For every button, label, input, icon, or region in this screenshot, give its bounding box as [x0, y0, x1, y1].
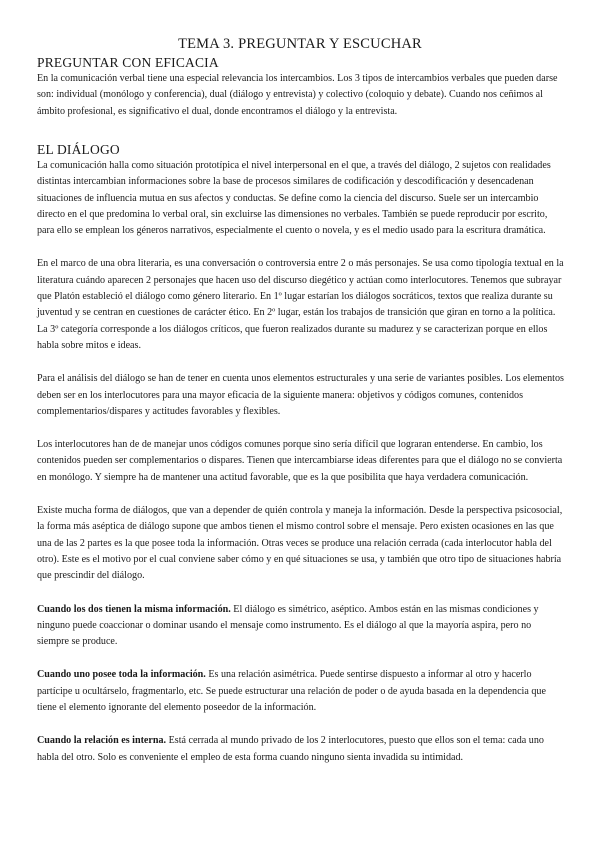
case-paragraph-relacion-interna: [37, 733, 565, 766]
section-heading-dialogo: EL DIÁLOGO: [37, 142, 120, 157]
paragraph-dialogo-2: En el marco de una obra literaria, es una conversación o controversia entre 2 o más personajes. Se usa como tipología textual en la literatura cuándo aparecen 2 personajes que hacen uso del discurso diegético y actúan como interlocutores. Tenemos que subrayar que Platón estableció el diálogo como género literario. En 1º lugar estarían los diálogos socráticos, textos que realiza durante su juventud y se centran en cuestiones de carácter ético. En 2º lugar, están los trabajos de transición que giran en torno a la política. La 3º categoría corresponde a los diálogos críticos, que fueron realizados durante su madurez y se caracterizan porque en ellos habla sobre mitos e ideas.: [37, 258, 564, 351]
case-text: El diálogo es simétrico, aséptico. Ambos están en las mismas condiciones y ninguno puede coaccionar o dominar usando el mensaje como instrumento. Es el diálogo al que la mayoría aspira, pero no siempre se produce.: [37, 603, 539, 648]
case-lead: Cuando uno posee toda la información.: [37, 669, 206, 681]
section-dialogo: [37, 142, 565, 766]
case-paragraph-uno-posee: [37, 667, 565, 716]
document-title: TEMA 3. PREGUNTAR Y ESCUCHAR: [178, 36, 422, 52]
case-paragraph-misma-informacion: [37, 602, 565, 651]
case-text: Está cerrada al mundo privado de los 2 interlocutores, puesto que ellos son el tema: cada uno habla del otro. Solo es conveniente el empleo de esta forma cuando ninguno sienta invadida su intimidad.: [37, 735, 544, 763]
paragraph-intercambios: En la comunicación verbal tiene una especial relevancia los intercambios. Los 3 tipos de intercambios verbales que pueden darse son: individual (monólogo y conferencia), dual (diálogo y entrevista) y colectivo (coloquio y debate). Cuando nos ceñimos al ámbito profesional, es significativo el dual, donde encontramos el diálogo y la entrevista.: [37, 73, 558, 117]
paragraph-dialogo-3: Para el análisis del diálogo se han de tener en cuenta unos elementos estructurales y una serie de variantes posibles. Los elementos deben ser en los interlocutores para una mayor eficacia de la siguiente manera: objetivos y códigos comunes, contenidos complementarios/dispares y actitudes favorables y flexibles.: [37, 373, 564, 417]
paragraph-dialogo-1: La comunicación halla como situación prototípica el nivel interpersonal en el que, a través del diálogo, 2 sujetos con realidades distintas intercambian informaciones sobre la base de procesos similares de codificación y descodificación y desencadenan situaciones de influencia mutua en sus afectos y conductas. Se define como la ciencia del discurso. Suele ser un intercambio directo en el que predomina lo verbal oral, sin excluirse las dimensiones no verbales. También se puede reproducir por escrito, para ello se emplean los géneros narrativos, especialmente el cuento o novela, y es el medio usado para la escritura dramática.: [37, 160, 551, 237]
paragraph-dialogo-5: Existe mucha forma de diálogos, que van a depender de quién controla y maneja la información. Desde la perspectiva psicosocial, la forma más aséptica de diálogo supone que ambos tienen el mismo control sobre el mensaje. Pero existen ocasiones en las que una de las 2 partes es la que posee toda la información. Otras veces se produce una relación cerrada (cada interlocutor habla del otro). Este es el motivo por el cual conviene saber cómo y en qué situaciones se usa, y también que otro tipo de situaciones habría que prescindir del diálogo.: [37, 505, 563, 582]
section-preguntar: [37, 55, 565, 120]
case-lead: Cuando la relación es interna.: [37, 735, 167, 747]
paragraph-dialogo-4: Los interlocutores han de de manejar unos códigos comunes porque sino sería difícil que lograran entenderse. En cambio, los contenidos pueden ser complementarios o dispares. Tienen que intercambiarse ideas diferentes para que el diálogo no se convierta en monólogo. Y siempre ha de mantener una actitud favorable, que es la que posibilita que haya verdadera comunicación.: [37, 439, 563, 483]
case-text: Es una relación asimétrica. Puede sentirse dispuesto a informar al otro y hacerlo partícipe u ocultárselo, fragmentarlo, etc. Se puede estructurar una relación de poder o de ayuda basada en la dependencia que tiene el elemento ignorante del elemento poseedor de la información.: [37, 669, 546, 714]
case-lead: Cuando los dos tienen la misma información.: [37, 603, 231, 615]
section-heading-preguntar: PREGUNTAR CON EFICACIA: [37, 55, 219, 70]
